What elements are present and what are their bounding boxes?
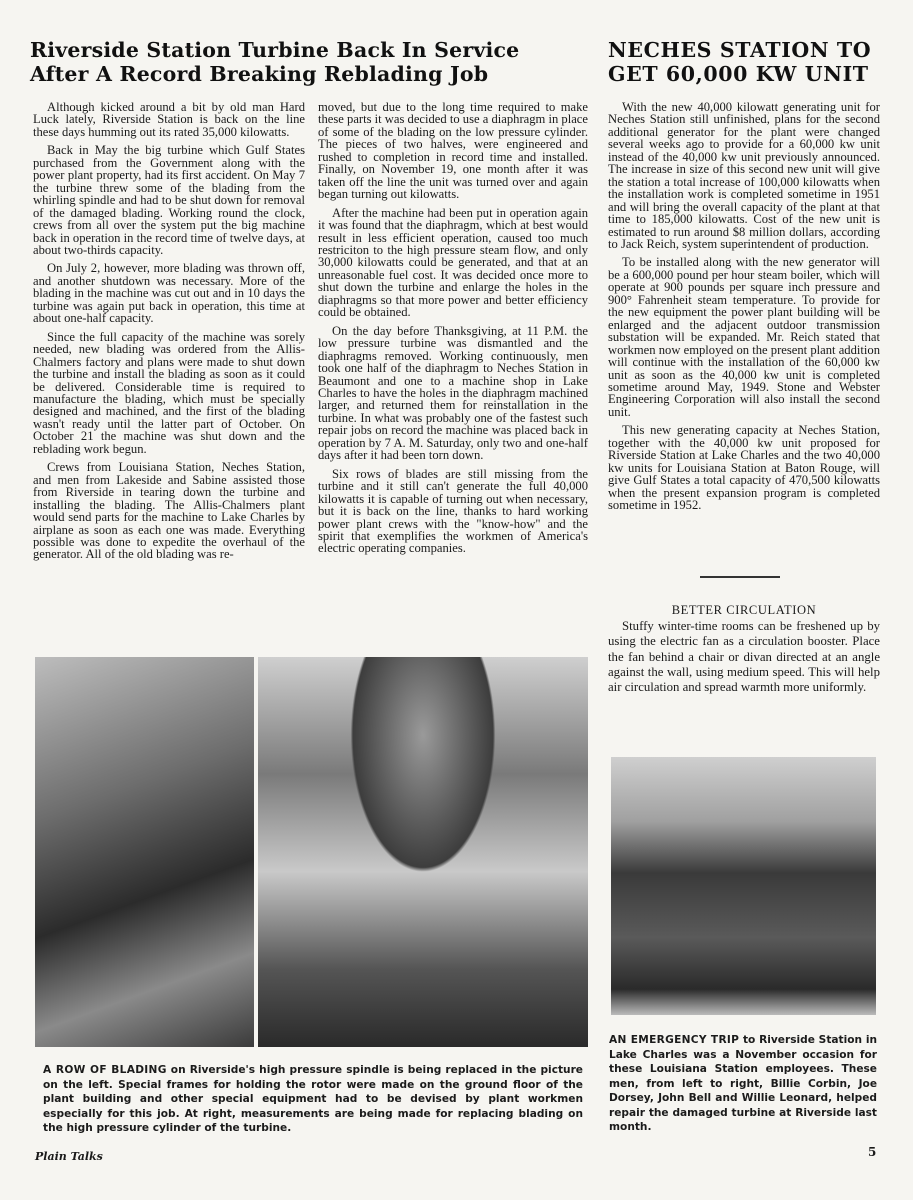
paragraph: Back in May the big turbine which Gulf States purchased from the Government along with the power plant property, had its first accident. On May 7 the turbine threw some of the blading from the whirling spindle and had to be shut down for removal of the damaged blading. Working round the clock, crews from all over the system put the big machine back in operation in the record time of twelve days, at about two-thirds capacity. [33, 143, 305, 257]
neches-headline [608, 38, 888, 86]
photo-turbine-cylinder [258, 657, 588, 1047]
paragraph: With the new 40,000 kilowatt generating unit for Neches Station still unfinished, plans for the second additional generator for the plant were changed several weeks ago to provide for a 60,000 kw unit instead of the 40,000 kw unit previously announced. The increase in size of this second new unit will give the station a total increase of 100,000 kilowatts when the installation work is completed sometime in 1951 and will bring the overall capacity of the plant at that time to 185,000 kilowatts. Cost of the new unit is estimated to run around $8 million dollars, according to Jack Reich, system superintendent of production. [608, 100, 880, 251]
caption-blading [43, 1063, 583, 1136]
main-headline [30, 38, 595, 86]
article-column-1 [33, 101, 305, 567]
paragraph: moved, but due to the long time required to make these parts it was decided to use a diaphragm in place of some of the blading on the low pressure cylinder. The pieces of two halves, were engineered and rushed to completion in record time and installed. Finally, on November 19, one month after it was taken off the line the unit was turned over and again began turning out kilowatts. [318, 100, 588, 202]
headline-line-2: After A Record Breaking Reblading Job [30, 62, 489, 86]
paragraph: Crews from Louisiana Station, Neches Station, and men from Lakeside and Sabine assisted those from Riverside in tearing down the turbine and installing the blading. The Allis-Chalmers plant would send parts for the machine to Lake Charles by airplane as soon as each one was made. Everything possible was done to expedite the overhaul of the generator. All of the old blading was re- [33, 460, 305, 562]
neches-article-column [608, 101, 880, 518]
paragraph: Although kicked around a bit by old man Hard Luck lately, Riverside Station is back on the line these days humming out its rated 35,000 kilowatts. [33, 100, 305, 139]
paragraph: On July 2, however, more blading was thrown off, and another shutdown was necessary. More of the blading in the machine was cut out and in 10 days the turbine was again put back in operation, this time at about one-half capacity. [33, 261, 305, 326]
caption-lead: AN EMERGENCY TRIP [609, 1034, 740, 1046]
page-number: 5 [868, 1145, 877, 1159]
caption-emergency-trip [609, 1033, 877, 1135]
headline-line-1: NECHES STATION TO [608, 38, 872, 62]
headline-line-1: Riverside Station Turbine Back In Service [30, 38, 520, 62]
photo-blading-spindle [35, 657, 254, 1047]
paragraph: To be installed along with the new generator will be a 600,000 pound per hour steam boiler, which will operate at 900 pounds per square inch pressure and 900° Fahrenheit steam temperature. To provide for the new equipment the power plant building will be enlarged and the adjacent outdoor transmission substation will be expanded. Mr. Reich stated that workmen now employed on the present plant addition will continue with the installation of the 60,000 kw unit as soon as the 40,000 kw unit is completed sometime around May, 1949. Stone and Webster Engineering Corporation will also install the second unit. [608, 255, 880, 419]
caption-text: on Riverside's high pressure spindle is being replaced in the picture on the left. Special frames for holding the rotor were made on the ground floor of the plant building and other special equipment had to be devised by plant workmen especially for this job. At right, measurements are being made for replacing blading on the high pressure cylinder of the turbine. [43, 1064, 583, 1134]
paragraph: Since the full capacity of the machine was sorely needed, new blading was ordered from the Allis-Chalmers factory and plans were made to shut down the turbine and install the blading as soon as it could be delivered. Considerable time is required to manufacture the blading, which must be specially designed and machined, and the first of the blading wasn't ready until the latter part of October. On October 21 the machine was shut down and the reblading work begun. [33, 329, 305, 456]
paragraph: On the day before Thanksgiving, at 11 P.M. the low pressure turbine was dismantled and the diaphragms removed. Working continuously, men took one half of the diaphragm to Neches Station in Beaumont and one to a machine shop in Lake Charles to have the holes in the diaphragm machined larger, and returned them for reinstallation in the turbine. In what was probably one of the fastest such repair jobs on record the machine was placed back in operation by 7 A. M. Saturday, only two and one-half days after it had been torn down. [318, 323, 588, 463]
better-circulation-heading: BETTER CIRCULATION [671, 603, 817, 617]
paragraph: Six rows of blades are still missing from the turbine and it still can't generate the full 40,000 kilowatts it is capable of turning out when necessary, but it is back on the line, thanks to hard working power plant crews with the "know-how" and the spirit that exemplifies the workmen of America's electric operating companies. [318, 466, 588, 556]
publication-name: Plain Talks [35, 1150, 103, 1163]
headline-line-2: GET 60,000 KW UNIT [608, 62, 869, 86]
paragraph: Stuffy winter-time rooms can be freshened up by using the electric fan as a circulation booster. Place the fan behind a chair or divan directed at an angle against the wall, using medium speed. This will help air circulation and spread warmth more uniformly. [608, 619, 880, 695]
photo-louisiana-employees [611, 757, 876, 1015]
caption-lead: A ROW OF BLADING [43, 1064, 167, 1076]
paragraph: After the machine had been put in operation again it was found that the diaphragm, which at best would result in less efficient operation, caused too much restriciton to the high pressure steam flow, and only 30,000 kilowatts could be generated, and that at an unreasonable fuel cost. It was decided once more to shut down the turbine and enlarge the holes in the diaphragms so that more power and better efficiency could be obtained. [318, 205, 588, 320]
article-column-2 [318, 101, 588, 561]
paragraph: This new generating capacity at Neches Station, together with the 40,000 kw unit proposed for Riverside Station at Lake Charles and the two 40,000 kw units for Louisiana Station at Baton Rouge, will give Gulf States a total capacity of 470,500 kilowatts when the present expansion program is completed sometime in 1952. [608, 423, 880, 513]
caption-text: to Riverside Station in Lake Charles was a November occasion for these Louisiana Station employees. These men, from left to right, Billie Corbin, Joe Dorsey, John Bell and Willie Leonard, helped repair the damaged turbine at Riverside last month. [609, 1034, 877, 1133]
section-divider [700, 576, 780, 578]
better-circulation-body [608, 619, 880, 701]
